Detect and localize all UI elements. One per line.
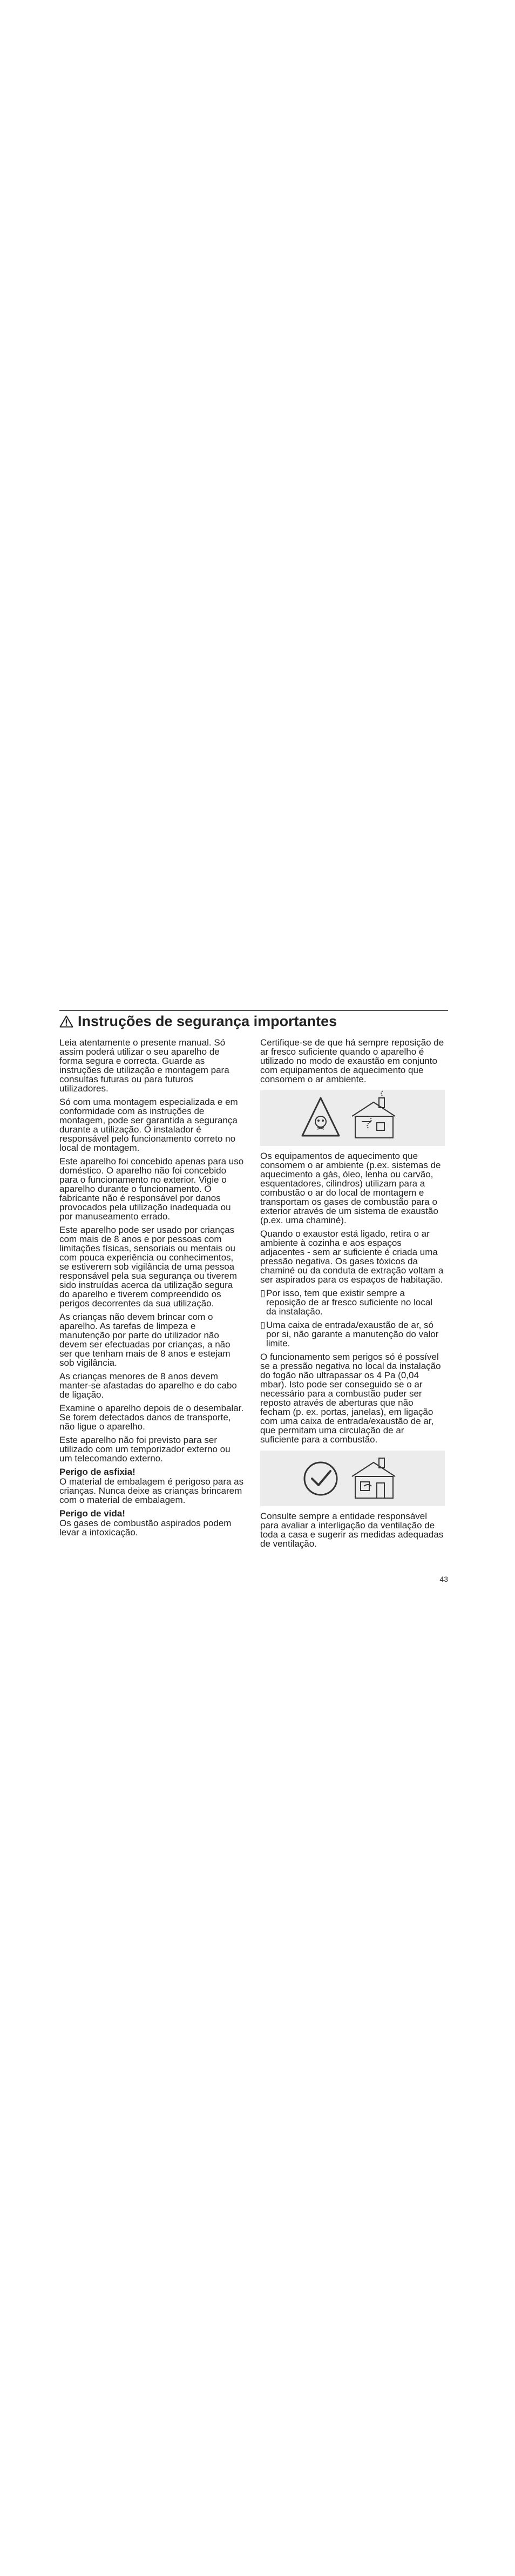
bullet-text: Uma caixa de entrada/exaustão de ar, só por si, não garante a manutenção do valor limite. bbox=[266, 1320, 439, 1348]
paragraph-combustion-gases: Os gases de combustão aspirados podem levar a intoxicação. bbox=[59, 1518, 232, 1537]
bullet-text: Por isso, tem que existir sempre a reposição de ar fresco suficiente no local da instalação. bbox=[266, 1288, 433, 1317]
warning-triangle-icon bbox=[302, 1098, 339, 1136]
paragraph-fresh-air: Certifique-se de que há sempre reposição de ar fresco suficiente quando o aparelho é utilizado no modo de exaustão em conjunto com equipamentos de aquecimento que consomem o ar ambiente. bbox=[260, 1037, 444, 1084]
paragraph-domestic-use: Este aparelho foi concebido apenas para uso doméstico. O aparelho não foi concebido para o funcionamento no exterior. Vigie o aparelho durante o funcionamento. O fabricante não é responsável por danos provocados pela utilização inadequada ou por manuseamento errado. bbox=[59, 1156, 244, 1222]
paragraph-children-play: As crianças não devem brincar com o aparelho. As tarefas de limpeza e manutenção por parte do utilizador não devem ser efectuadas por crianças, a não ser que tenham mais de 8 anos e estejam sob vigilância. bbox=[59, 1312, 231, 1368]
warning-icon bbox=[59, 1015, 73, 1028]
paragraph-heating-equipment: Os equipamentos de aquecimento que consomem o ar ambiente (p.ex. sistemas de aquecimento a gás, óleo, lenha ou carvão, esquentadores, cilindros) utilizam para a combustão o ar do local de montagem e transportam os gases de combustão para o exterior através de um sistema de exaustão (p.ex. uma chaminé). bbox=[260, 1151, 441, 1225]
paragraph-installation: Só com uma montagem especializada e em conformidade com as instruções de montagem, pode ser garantida a segurança durante a utilização. O instalador é responsável pelo funcionamento correto no local de montagem. bbox=[59, 1097, 238, 1153]
paragraph-inspect-appliance: Examine o aparelho depois de o desembalar. Se forem detectados danos de transporte, não ligue o aparelho. bbox=[59, 1403, 244, 1432]
paragraph-negative-pressure: Quando o exaustor está ligado, retira o ar ambiente à cozinha e aos espaços adjacentes - sem ar suficiente é criada uma pressão negativa. Os gases tóxicos da chaminé ou da conduta de extração voltam a ser aspirados para os espaços de habitação. bbox=[260, 1229, 444, 1285]
section-title-text: Instruções de segurança importantes bbox=[78, 1013, 337, 1029]
figure-exhaust-hazard bbox=[260, 1090, 445, 1146]
heading-suffocation: Perigo de asfixia! bbox=[59, 1467, 135, 1477]
checkmark-circle-icon bbox=[304, 1462, 337, 1495]
bullet-item bbox=[260, 1289, 445, 1316]
heading-danger-of-life: Perigo de vida! bbox=[59, 1508, 125, 1519]
bullet-mark: ▯ bbox=[260, 1288, 266, 1298]
paragraph-timer: Este aparelho não foi previsto para ser utilizado com um temporizador externo ou um telecomando externo. bbox=[59, 1435, 231, 1464]
paragraph-children-use: Este aparelho pode ser usado por crianças com mais de 8 anos e por pessoas com limitações físicas, sensoriais ou mentais ou com pouca experiência ou conhecimentos, se estiverem sob vigilância de uma pessoa responsável pela sua segurança ou tiverem sido instruídas acerca da utilização segura do aparelho e tiverem compreendido os perigos decorrentes da sua utilização. bbox=[59, 1225, 237, 1309]
paragraph-safe-operation: O funcionamento sem perigos só é possível se a pressão negativa no local da instalação do fogão não ultrapassar os 4 Pa (0,04 mbar). Isto pode ser conseguido se o ar necessário para a combustão puder ser reposto através de aberturas que não fecham (p. ex. portas, janelas), em ligação com uma caixa de entrada/exaustão de ar, que permitam uma circulação de ar suficiente para a combustão. bbox=[260, 1352, 441, 1445]
bullet-mark: ▯ bbox=[260, 1320, 266, 1330]
house-icon bbox=[352, 1090, 395, 1138]
house-ventilation-ok-illustration bbox=[260, 1451, 445, 1506]
left-column bbox=[59, 1038, 244, 1541]
page-number: 43 bbox=[439, 1575, 448, 1583]
bullet-item bbox=[260, 1320, 445, 1348]
right-column bbox=[260, 1038, 445, 1553]
figure-safe-ventilation bbox=[260, 1451, 445, 1506]
house-icon bbox=[352, 1458, 395, 1498]
paragraph-read-manual: Leia atentamente o presente manual. Só assim poderá utilizar o seu aparelho de forma segura e correcta. Guarde as instruções de utilização e montagem para consultas futuras ou para futuros utilizadores. bbox=[59, 1037, 229, 1094]
section-rule bbox=[59, 1010, 448, 1011]
paragraph-consult-authority: Consulte sempre a entidade responsável para avaliar a interligação da ventilação de toda a casa e sugerir as medidas adequadas de ventilação. bbox=[260, 1511, 444, 1549]
section-title bbox=[59, 1013, 448, 1030]
house-exhaust-hazard-illustration bbox=[260, 1090, 445, 1146]
paragraph-children-under-8: As crianças menores de 8 anos devem manter-se afastadas do aparelho e do cabo de ligação. bbox=[59, 1371, 237, 1400]
paragraph-packaging: O material de embalagem é perigoso para as crianças. Nunca deixe as crianças brincarem com o material de embalagem. bbox=[59, 1476, 244, 1505]
